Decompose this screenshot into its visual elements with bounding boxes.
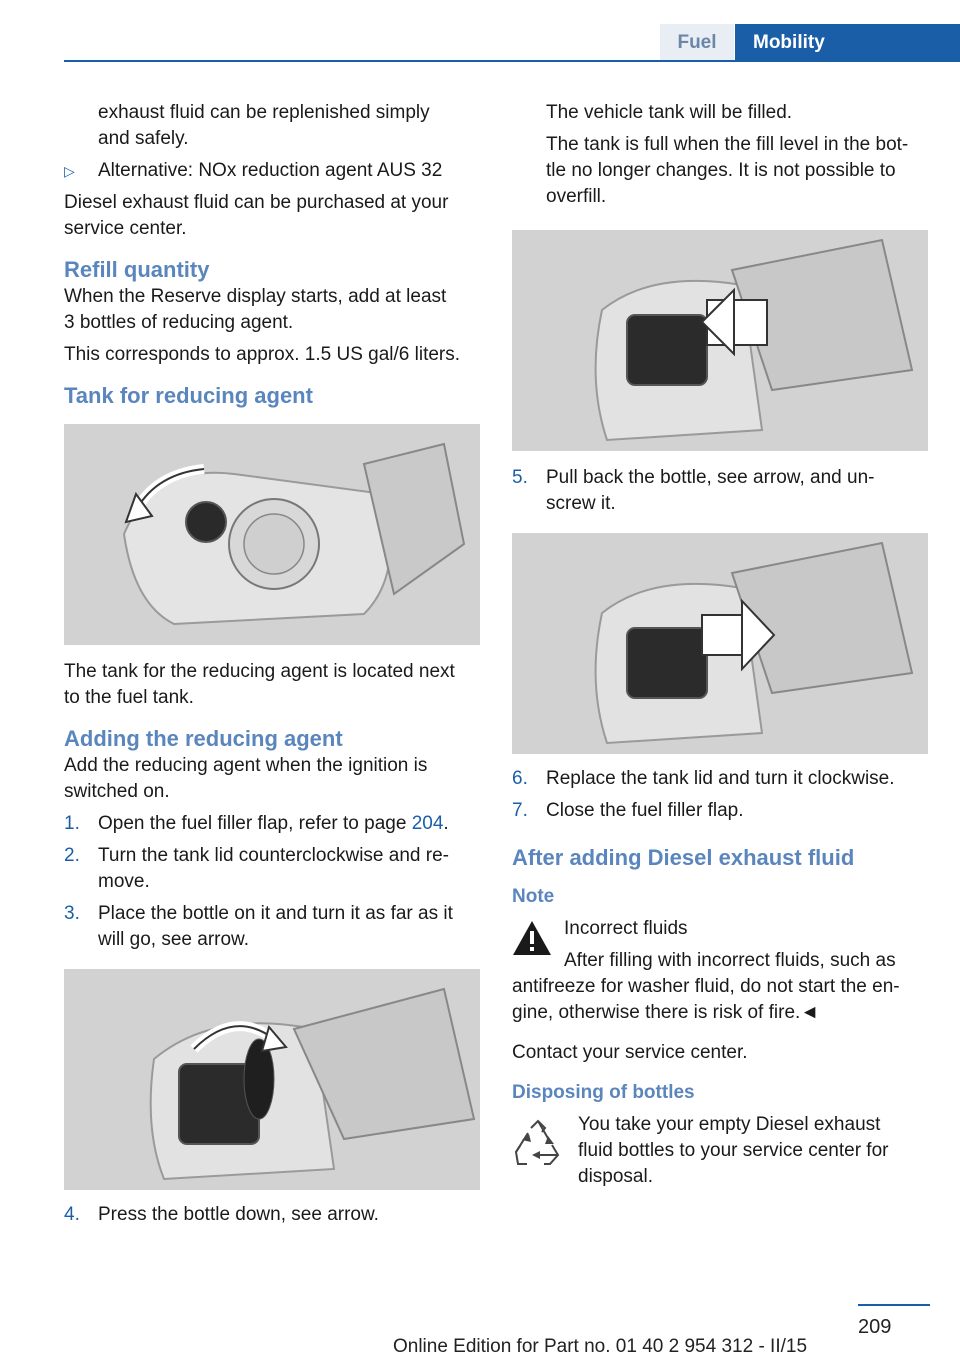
paragraph: switched on. bbox=[64, 781, 170, 802]
paragraph: When the Reserve display starts, add at least bbox=[64, 286, 447, 307]
warning-triangle-icon bbox=[512, 920, 552, 956]
bullet-text: Alternative: NOx reduction agent AUS 32 bbox=[98, 160, 443, 181]
paragraph: This corresponds to approx. 1.5 US gal/6 liters. bbox=[64, 344, 461, 365]
step-item bbox=[64, 1202, 482, 1228]
warning-text: After filling with incorrect fluids, such as bbox=[564, 950, 896, 971]
step-text: Press the bottle down, see arrow. bbox=[98, 1204, 379, 1225]
step-number: 6. bbox=[512, 768, 528, 789]
step-item bbox=[512, 766, 930, 792]
recycling-block bbox=[512, 1112, 930, 1190]
photo-pull-back bbox=[512, 533, 928, 754]
paragraph: The tank for the reducing agent is located next bbox=[64, 661, 455, 682]
tab-mobility[interactable]: Mobility bbox=[735, 24, 960, 62]
recycling-text: You take your empty Diesel exhaust bbox=[578, 1114, 881, 1135]
step-item bbox=[64, 843, 482, 895]
page-header bbox=[0, 24, 960, 62]
step-text: Replace the tank lid and turn it clockwise. bbox=[546, 768, 895, 789]
paragraph: tle no longer changes. It is not possible to bbox=[546, 160, 896, 181]
heading-after-adding: After adding Diesel exhaust fluid bbox=[512, 845, 855, 870]
step-text: Open the fuel filler flap, refer to page 204. bbox=[98, 813, 449, 834]
header-rule bbox=[64, 60, 960, 62]
page-number: 209 bbox=[858, 1316, 892, 1338]
warning-title: Incorrect fluids bbox=[564, 918, 688, 939]
paragraph: to the fuel tank. bbox=[64, 687, 194, 708]
step-number: 5. bbox=[512, 467, 528, 488]
heading-adding: Adding the reducing agent bbox=[64, 726, 343, 751]
step-number: 2. bbox=[64, 845, 80, 866]
step-number: 7. bbox=[512, 800, 528, 821]
step-text: Turn the tank lid counterclockwise and re- move. bbox=[98, 845, 449, 892]
right-column bbox=[512, 100, 930, 1190]
bullet-triangle-icon: ▷ bbox=[64, 163, 75, 179]
tab-fuel[interactable]: Fuel bbox=[660, 24, 734, 62]
heading-tank: Tank for reducing agent bbox=[64, 383, 313, 408]
paragraph: Contact your service center. bbox=[512, 1042, 748, 1063]
footer-rule bbox=[858, 1304, 930, 1306]
photo-filling bbox=[512, 230, 928, 451]
paragraph: service center. bbox=[64, 218, 187, 239]
paragraph: exhaust fluid can be replenished simply bbox=[98, 102, 430, 123]
photo-tank-location bbox=[64, 424, 480, 645]
step-number: 4. bbox=[64, 1204, 80, 1225]
step-item bbox=[64, 901, 482, 953]
recycling-text: fluid bottles to your service center for bbox=[578, 1140, 889, 1161]
warning-text: gine, otherwise there is risk of fire.◄ bbox=[512, 1002, 820, 1023]
paragraph: and safely. bbox=[98, 128, 189, 149]
edition-footer: Online Edition for Part no. 01 40 2 954 312 - II/15 bbox=[392, 1336, 808, 1357]
left-column bbox=[64, 100, 482, 1228]
paragraph: 3 bottles of reducing agent. bbox=[64, 312, 294, 333]
photo-place-bottle bbox=[64, 969, 480, 1190]
warning-text: antifreeze for washer fluid, do not start the en- bbox=[512, 976, 900, 997]
step-number: 3. bbox=[64, 903, 80, 924]
heading-disposing: Disposing of bottles bbox=[512, 1082, 695, 1103]
step-number: 1. bbox=[64, 813, 80, 834]
paragraph: overfill. bbox=[546, 186, 607, 207]
paragraph: Diesel exhaust fluid can be purchased at your bbox=[64, 192, 449, 213]
recycling-icon bbox=[512, 1118, 564, 1170]
bullet-item bbox=[64, 158, 482, 184]
paragraph: Add the reducing agent when the ignition is bbox=[64, 755, 428, 776]
step-item bbox=[64, 811, 482, 837]
step-text: Close the fuel filler flap. bbox=[546, 800, 744, 821]
paragraph: The vehicle tank will be filled. bbox=[546, 102, 793, 123]
heading-note: Note bbox=[512, 886, 555, 907]
recycling-text: disposal. bbox=[578, 1166, 653, 1187]
step-text: Place the bottle on it and turn it as far as it will go, see arrow. bbox=[98, 903, 453, 950]
step-item bbox=[512, 798, 930, 824]
step-item bbox=[512, 465, 930, 517]
warning-block bbox=[512, 916, 930, 1026]
step-text: Pull back the bottle, see arrow, and un- screw it. bbox=[546, 467, 875, 514]
page-link[interactable]: 204 bbox=[411, 813, 444, 834]
heading-refill-quantity: Refill quantity bbox=[64, 257, 210, 282]
paragraph: The tank is full when the fill level in the bot- bbox=[546, 134, 909, 155]
